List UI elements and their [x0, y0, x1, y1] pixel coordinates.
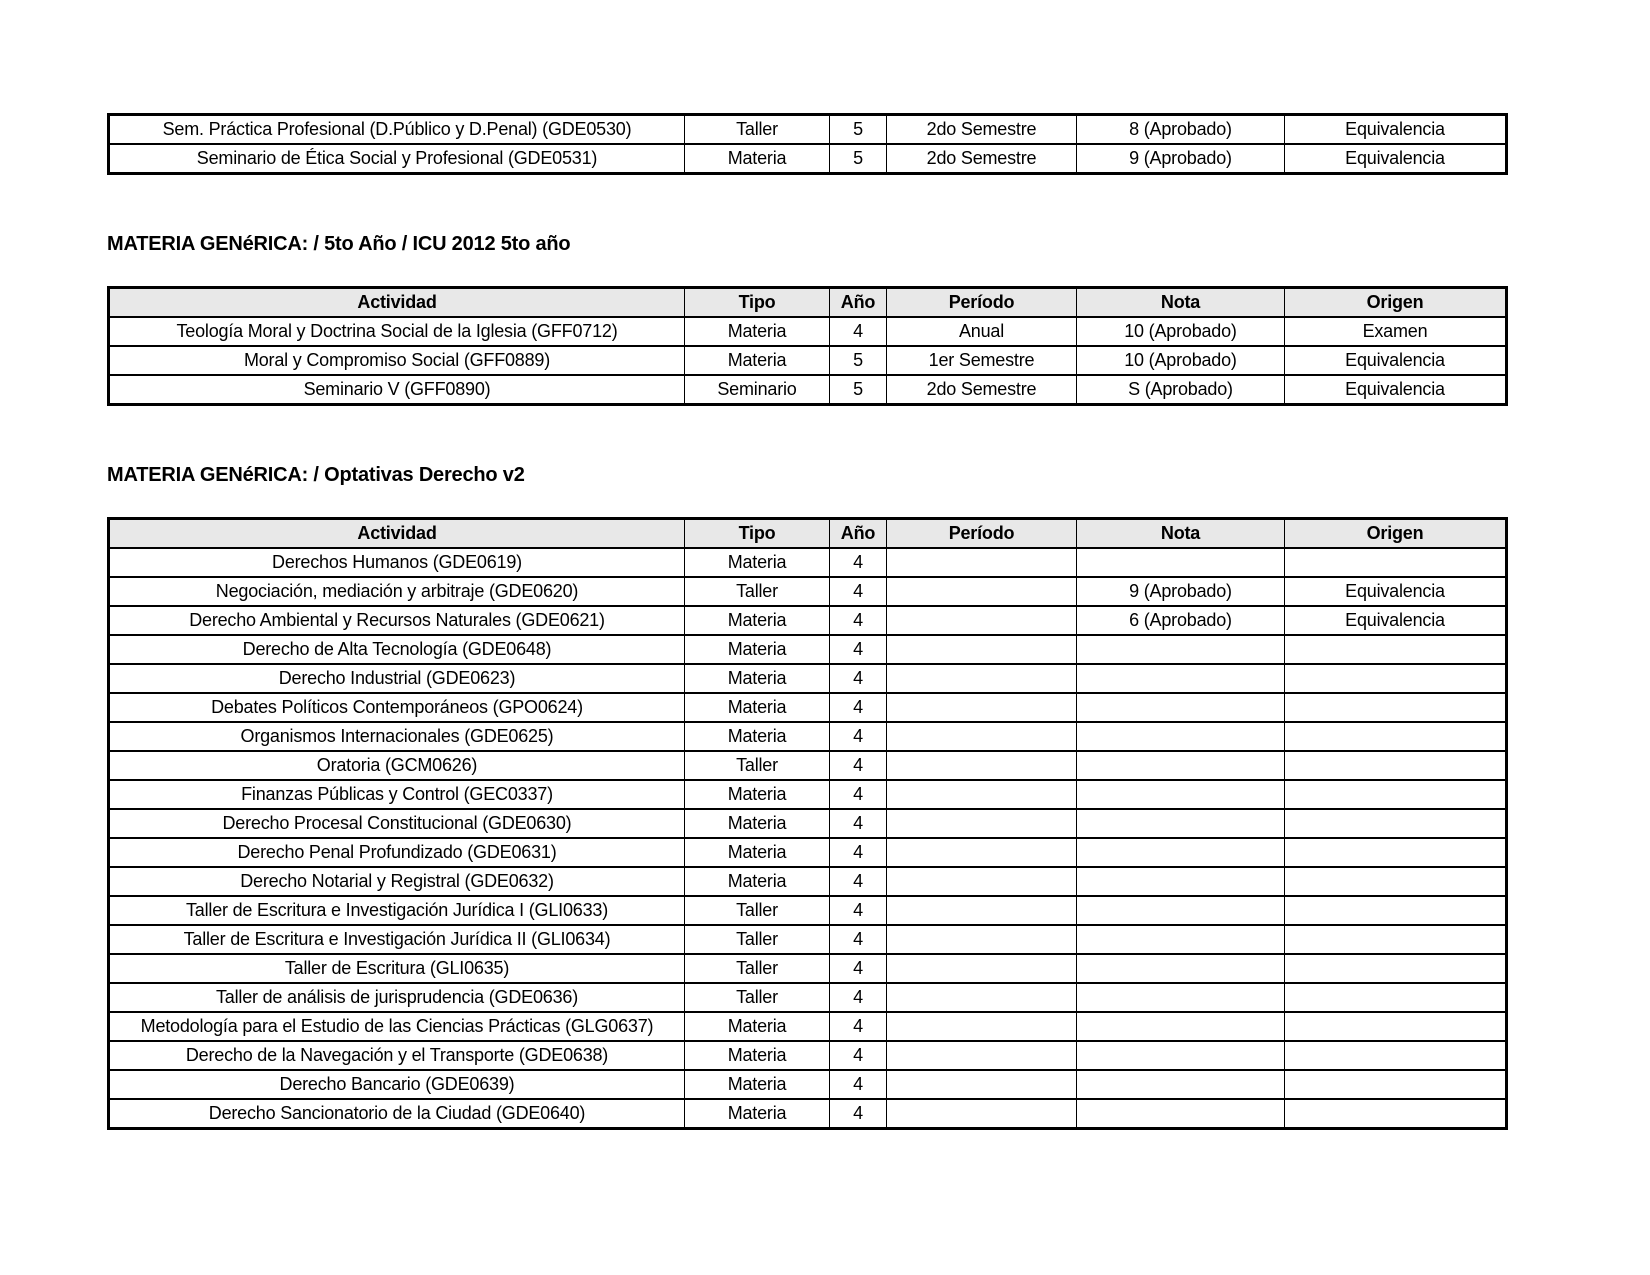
cell-nota — [1077, 693, 1285, 722]
cell-origen: Equivalencia — [1285, 606, 1507, 635]
cell-origen — [1285, 1041, 1507, 1070]
column-header-tipo: Tipo — [685, 519, 830, 549]
cell-actividad: Derecho Industrial (GDE0623) — [109, 664, 685, 693]
cell-actividad: Teología Moral y Doctrina Social de la Iglesia (GFF0712) — [109, 317, 685, 346]
cell-nota — [1077, 1099, 1285, 1129]
cell-actividad: Organismos Internacionales (GDE0625) — [109, 722, 685, 751]
cell-ano: 4 — [830, 1041, 887, 1070]
cell-tipo: Taller — [685, 954, 830, 983]
table-section — [107, 233, 1650, 406]
cell-actividad: Derecho Penal Profundizado (GDE0631) — [109, 838, 685, 867]
cell-nota — [1077, 1041, 1285, 1070]
table-row — [109, 577, 1507, 606]
table-header-row — [109, 519, 1507, 549]
table-row — [109, 115, 1507, 145]
table-row — [109, 1041, 1507, 1070]
column-header-nota: Nota — [1077, 519, 1285, 549]
cell-actividad: Sem. Práctica Profesional (D.Público y D.Penal) (GDE0530) — [109, 115, 685, 145]
cell-periodo — [887, 548, 1077, 577]
cell-periodo: 1er Semestre — [887, 346, 1077, 375]
cell-tipo: Materia — [685, 635, 830, 664]
cell-actividad: Derecho Sancionatorio de la Ciudad (GDE0640) — [109, 1099, 685, 1129]
cell-nota — [1077, 1070, 1285, 1099]
column-header-nota: Nota — [1077, 288, 1285, 318]
cell-ano: 4 — [830, 1099, 887, 1129]
cell-origen — [1285, 983, 1507, 1012]
table-row — [109, 606, 1507, 635]
cell-actividad: Oratoria (GCM0626) — [109, 751, 685, 780]
table-row — [109, 867, 1507, 896]
table-section — [107, 113, 1650, 175]
table-row — [109, 346, 1507, 375]
cell-periodo — [887, 896, 1077, 925]
cell-periodo — [887, 867, 1077, 896]
table-row — [109, 954, 1507, 983]
cell-actividad: Derecho Bancario (GDE0639) — [109, 1070, 685, 1099]
cell-tipo: Taller — [685, 925, 830, 954]
cell-ano: 4 — [830, 896, 887, 925]
table-row — [109, 780, 1507, 809]
cell-origen: Equivalencia — [1285, 577, 1507, 606]
cell-origen — [1285, 780, 1507, 809]
cell-origen — [1285, 693, 1507, 722]
cell-tipo: Materia — [685, 664, 830, 693]
cell-origen — [1285, 954, 1507, 983]
table-row — [109, 1099, 1507, 1129]
cell-nota — [1077, 983, 1285, 1012]
cell-periodo — [887, 693, 1077, 722]
cell-tipo: Materia — [685, 606, 830, 635]
cell-periodo: 2do Semestre — [887, 115, 1077, 145]
cell-ano: 4 — [830, 722, 887, 751]
table-header-row — [109, 288, 1507, 318]
cell-actividad: Derechos Humanos (GDE0619) — [109, 548, 685, 577]
cell-periodo — [887, 1012, 1077, 1041]
cell-periodo — [887, 838, 1077, 867]
cell-periodo: 2do Semestre — [887, 144, 1077, 174]
cell-periodo — [887, 954, 1077, 983]
cell-nota — [1077, 780, 1285, 809]
cell-ano: 4 — [830, 1070, 887, 1099]
cell-actividad: Derecho Ambiental y Recursos Naturales (GDE0621) — [109, 606, 685, 635]
cell-actividad: Derecho de Alta Tecnología (GDE0648) — [109, 635, 685, 664]
table-row — [109, 896, 1507, 925]
table-row — [109, 1012, 1507, 1041]
cell-tipo: Taller — [685, 751, 830, 780]
column-header-ano: Año — [830, 288, 887, 318]
cell-tipo: Materia — [685, 1099, 830, 1129]
cell-tipo: Materia — [685, 317, 830, 346]
cell-actividad: Derecho de la Navegación y el Transporte (GDE0638) — [109, 1041, 685, 1070]
cell-tipo: Materia — [685, 548, 830, 577]
data-table — [107, 113, 1508, 175]
table-row — [109, 664, 1507, 693]
cell-ano: 4 — [830, 548, 887, 577]
cell-nota — [1077, 809, 1285, 838]
column-header-actividad: Actividad — [109, 519, 685, 549]
cell-actividad: Taller de Escritura (GLI0635) — [109, 954, 685, 983]
table-row — [109, 693, 1507, 722]
cell-periodo: Anual — [887, 317, 1077, 346]
cell-tipo: Materia — [685, 780, 830, 809]
cell-periodo — [887, 751, 1077, 780]
cell-ano: 4 — [830, 664, 887, 693]
cell-ano: 4 — [830, 635, 887, 664]
cell-nota — [1077, 548, 1285, 577]
cell-ano: 4 — [830, 1012, 887, 1041]
cell-tipo: Taller — [685, 896, 830, 925]
column-header-periodo: Período — [887, 288, 1077, 318]
cell-periodo — [887, 664, 1077, 693]
cell-actividad: Debates Políticos Contemporáneos (GPO0624) — [109, 693, 685, 722]
table-row — [109, 548, 1507, 577]
column-header-origen: Origen — [1285, 519, 1507, 549]
cell-tipo: Materia — [685, 144, 830, 174]
cell-actividad: Derecho Procesal Constitucional (GDE0630) — [109, 809, 685, 838]
cell-origen: Examen — [1285, 317, 1507, 346]
cell-ano: 4 — [830, 751, 887, 780]
cell-periodo — [887, 780, 1077, 809]
column-header-origen: Origen — [1285, 288, 1507, 318]
cell-tipo: Seminario — [685, 375, 830, 405]
cell-nota — [1077, 1012, 1285, 1041]
cell-tipo: Materia — [685, 693, 830, 722]
cell-ano: 4 — [830, 577, 887, 606]
column-header-periodo: Período — [887, 519, 1077, 549]
cell-actividad: Moral y Compromiso Social (GFF0889) — [109, 346, 685, 375]
cell-periodo — [887, 1070, 1077, 1099]
cell-tipo: Taller — [685, 577, 830, 606]
cell-periodo — [887, 1041, 1077, 1070]
column-header-actividad: Actividad — [109, 288, 685, 318]
cell-ano: 5 — [830, 144, 887, 174]
cell-nota — [1077, 722, 1285, 751]
cell-periodo — [887, 925, 1077, 954]
section-heading: MATERIA GENéRICA: / Optativas Derecho v2 — [107, 464, 525, 486]
cell-tipo: Materia — [685, 1012, 830, 1041]
table-row — [109, 751, 1507, 780]
cell-origen — [1285, 1012, 1507, 1041]
cell-tipo: Materia — [685, 867, 830, 896]
table-body — [109, 548, 1507, 1129]
cell-origen — [1285, 1099, 1507, 1129]
cell-nota — [1077, 751, 1285, 780]
cell-ano: 5 — [830, 375, 887, 405]
cell-tipo: Materia — [685, 838, 830, 867]
cell-periodo — [887, 983, 1077, 1012]
cell-origen — [1285, 867, 1507, 896]
cell-ano: 4 — [830, 925, 887, 954]
table-row — [109, 635, 1507, 664]
cell-ano: 4 — [830, 693, 887, 722]
cell-actividad: Taller de análisis de jurisprudencia (GDE0636) — [109, 983, 685, 1012]
column-header-tipo: Tipo — [685, 288, 830, 318]
cell-nota — [1077, 896, 1285, 925]
cell-periodo — [887, 722, 1077, 751]
cell-origen: Equivalencia — [1285, 375, 1507, 405]
cell-actividad: Finanzas Públicas y Control (GEC0337) — [109, 780, 685, 809]
table-row — [109, 722, 1507, 751]
cell-nota — [1077, 925, 1285, 954]
cell-nota: 6 (Aprobado) — [1077, 606, 1285, 635]
table-body — [109, 115, 1507, 174]
cell-nota: 9 (Aprobado) — [1077, 144, 1285, 174]
cell-actividad: Metodología para el Estudio de las Ciencias Prácticas (GLG0637) — [109, 1012, 685, 1041]
table-row — [109, 838, 1507, 867]
sections-container — [107, 113, 1650, 1130]
cell-origen — [1285, 838, 1507, 867]
cell-nota — [1077, 664, 1285, 693]
cell-origen — [1285, 809, 1507, 838]
cell-nota — [1077, 635, 1285, 664]
cell-origen — [1285, 1070, 1507, 1099]
cell-origen: Equivalencia — [1285, 144, 1507, 174]
cell-actividad: Derecho Notarial y Registral (GDE0632) — [109, 867, 685, 896]
cell-tipo: Taller — [685, 983, 830, 1012]
cell-ano: 4 — [830, 809, 887, 838]
cell-periodo — [887, 1099, 1077, 1129]
cell-nota: 9 (Aprobado) — [1077, 577, 1285, 606]
cell-ano: 4 — [830, 867, 887, 896]
table-row — [109, 809, 1507, 838]
cell-origen — [1285, 751, 1507, 780]
cell-nota: 10 (Aprobado) — [1077, 346, 1285, 375]
cell-origen — [1285, 925, 1507, 954]
cell-ano: 4 — [830, 780, 887, 809]
table-row — [109, 983, 1507, 1012]
table-row — [109, 1070, 1507, 1099]
data-table — [107, 286, 1508, 406]
cell-periodo — [887, 577, 1077, 606]
table-row — [109, 925, 1507, 954]
cell-periodo — [887, 635, 1077, 664]
table-row — [109, 317, 1507, 346]
cell-actividad: Negociación, mediación y arbitraje (GDE0620) — [109, 577, 685, 606]
column-header-ano: Año — [830, 519, 887, 549]
cell-tipo: Taller — [685, 115, 830, 145]
cell-origen — [1285, 548, 1507, 577]
cell-tipo: Materia — [685, 1070, 830, 1099]
cell-nota — [1077, 954, 1285, 983]
cell-tipo: Materia — [685, 1041, 830, 1070]
cell-nota — [1077, 867, 1285, 896]
cell-origen: Equivalencia — [1285, 115, 1507, 145]
cell-actividad: Taller de Escritura e Investigación Jurídica I (GLI0633) — [109, 896, 685, 925]
cell-actividad: Seminario de Ética Social y Profesional (GDE0531) — [109, 144, 685, 174]
cell-ano: 4 — [830, 838, 887, 867]
cell-periodo: 2do Semestre — [887, 375, 1077, 405]
cell-actividad: Seminario V (GFF0890) — [109, 375, 685, 405]
cell-tipo: Materia — [685, 809, 830, 838]
cell-periodo — [887, 606, 1077, 635]
table-body — [109, 317, 1507, 405]
cell-tipo: Materia — [685, 722, 830, 751]
cell-ano: 4 — [830, 983, 887, 1012]
cell-actividad: Taller de Escritura e Investigación Jurídica II (GLI0634) — [109, 925, 685, 954]
cell-ano: 4 — [830, 317, 887, 346]
cell-tipo: Materia — [685, 346, 830, 375]
cell-nota: S (Aprobado) — [1077, 375, 1285, 405]
table-row — [109, 144, 1507, 174]
cell-origen — [1285, 664, 1507, 693]
cell-ano: 4 — [830, 606, 887, 635]
cell-ano: 4 — [830, 954, 887, 983]
table-section — [107, 464, 1650, 1130]
cell-origen — [1285, 896, 1507, 925]
cell-origen — [1285, 635, 1507, 664]
table-row — [109, 375, 1507, 405]
data-table — [107, 517, 1508, 1130]
cell-periodo — [887, 809, 1077, 838]
cell-origen: Equivalencia — [1285, 346, 1507, 375]
cell-ano: 5 — [830, 115, 887, 145]
cell-ano: 5 — [830, 346, 887, 375]
section-heading: MATERIA GENéRICA: / 5to Año / ICU 2012 5to año — [107, 233, 571, 255]
cell-nota: 10 (Aprobado) — [1077, 317, 1285, 346]
cell-nota: 8 (Aprobado) — [1077, 115, 1285, 145]
cell-origen — [1285, 722, 1507, 751]
cell-nota — [1077, 838, 1285, 867]
